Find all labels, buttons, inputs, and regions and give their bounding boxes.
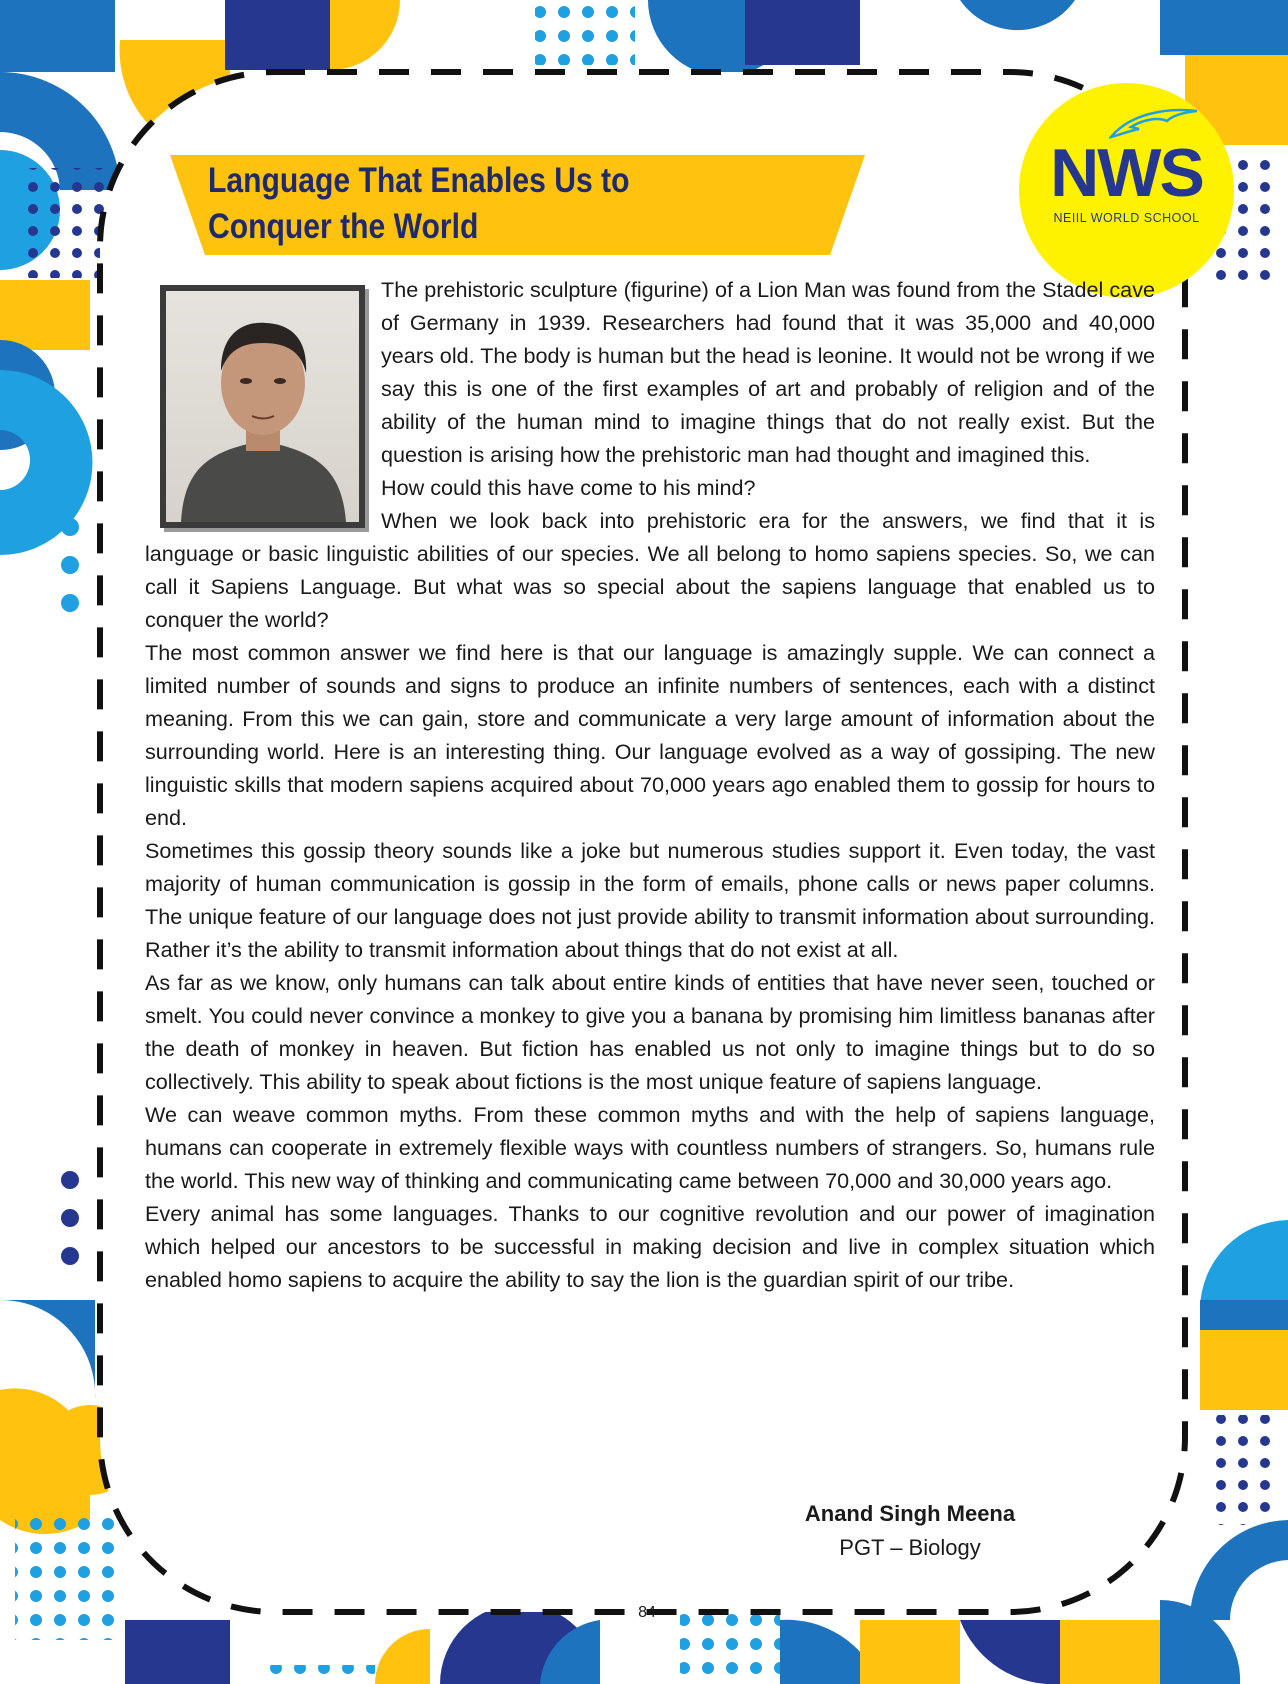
page-number: 84 bbox=[638, 1604, 656, 1621]
author-block bbox=[760, 1497, 1060, 1565]
school-logo bbox=[1019, 83, 1234, 298]
article-paragraph: The prehistoric sculpture (figurine) of a Lion Man was found from the Stadel cave of Germany in 1939. Researchers had found that it was 35,000 and 40,000 years old. The body is human but the head is leonine. It would not be wrong if we say this is one of the first examples of art and probably of religion and of the ability of the human mind to imagine things that do not really exist. But the question is arising how the prehistoric man had thought and imagined this. bbox=[381, 277, 1155, 467]
article-title: Language That Enables Us to Conquer the World bbox=[208, 161, 630, 246]
logo-school-name: NEIIL WORLD SCHOOL bbox=[1053, 211, 1200, 225]
author-role: PGT – Biology bbox=[839, 1535, 981, 1560]
article-paragraph: We can weave common myths. From these common myths and with the help of sapiens language, humans can cooperate in extremely flexible ways with countless numbers of strangers. So, humans rule the world. This new way of thinking and communicating came between 70,000 and 30,000 years ago. bbox=[145, 1102, 1155, 1193]
article-paragraph: As far as we know, only humans can talk about entire kinds of entities that have never seen, touched or smelt. You could never convince a monkey to give you a banana by promising him limitless bananas after the death of monkey in heaven. But fiction has enabled us not only to imagine things but to do so collectively. This ability to speak about fictions is the most unique feature of sapiens language. bbox=[145, 970, 1155, 1094]
article-paragraph: How could this have come to his mind? bbox=[381, 475, 756, 500]
article-paragraph: Every animal has some languages. Thanks to our cognitive revolution and our power of imagination which helped our ancestors to be successful in making decision and live in complex situation which enabled homo sapiens to acquire the ability to say the lion is the guardian spirit of our tribe. bbox=[145, 1201, 1155, 1292]
photo-spacer bbox=[145, 273, 381, 537]
author-name: Anand Singh Meena bbox=[804, 1501, 1016, 1526]
article-paragraph: When we look back into prehistoric era for the answers, we find that it is language or basic linguistic abilities of our species. We all belong to homo sapiens species. So, we can call it Sapiens Language. But what was so special about the sapiens language that enabled us to conquer the world? bbox=[145, 508, 1155, 632]
logo-initials: NWS bbox=[1050, 135, 1203, 211]
article-body bbox=[145, 273, 1155, 1296]
article-paragraph: The most common answer we find here is that our language is amazingly supple. We can connect a limited number of sounds and signs to produce an infinite numbers of sentences, each with a distinct meaning. From this we can gain, store and communicate a very large amount of information about the surrounding world. Here is an interesting thing. Our language evolved as a way of gossiping. The new linguistic skills that modern sapiens acquired about 70,000 years ago enabled them to gossip for hours to end. bbox=[145, 640, 1155, 830]
article-paragraph: Sometimes this gossip theory sounds like a joke but numerous studies support it. Even today, the vast majority of human communication is gossip in the form of emails, phone calls or news paper columns. The unique feature of our language does not just provide ability to transmit information about surrounding. Rather it’s the ability to transmit information about things that do not exist at all. bbox=[145, 838, 1155, 962]
